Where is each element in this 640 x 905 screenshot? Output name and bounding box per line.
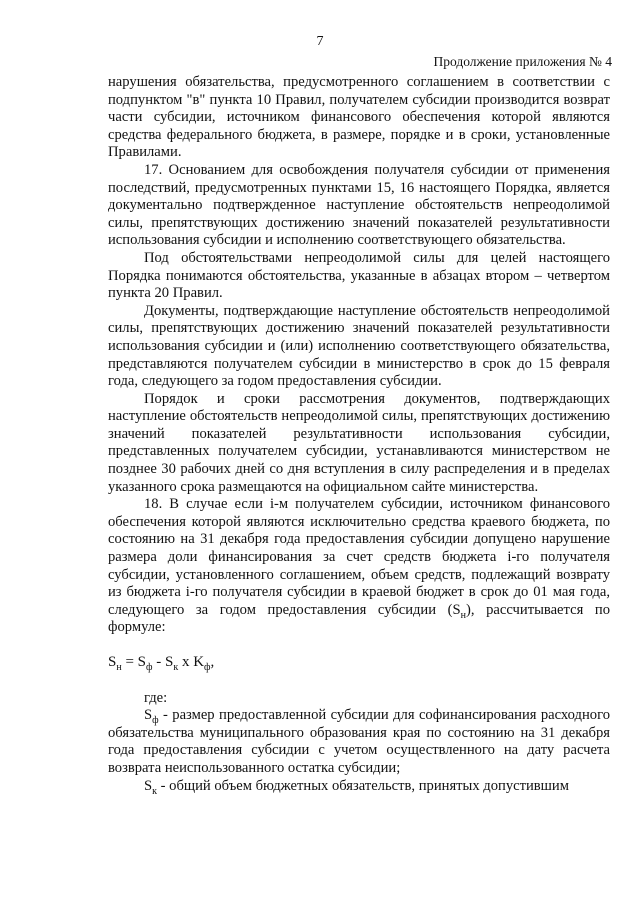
formula-operator: - [152,654,165,670]
document-body [108,74,610,795]
formula [108,654,610,672]
formula-operator: x [178,654,194,670]
formula-subscript: к [173,662,179,673]
paragraph-17: 17. Основанием для освобождения получателя субсидии от применения последствий, предусмотренных пунктами 15, 16 настоящего Порядка, является документально подтвержденное наступление обстоятельств непреодолимой силы, препятствующих достижению значений показателей результативности использования субсидии и исполнению соответствующего обязательства. [108,161,610,249]
formula-symbol: S [165,654,174,670]
paragraph-continuation: нарушения обязательства, предусмотренного соглашением в соответствии с подпунктом "в" пункта 10 Правил, получателем субсидии производится возврат части субсидии, источником финансового обеспечения которой являются средства федерального бюджета, в размере, порядке и в сроки, установленные Правилами. [108,74,610,161]
paragraph-18-text: 18. В случае если i-м получателем субсидии, источником финансового обеспечения которой являются исключительно средства краевого бюджета, по состоянию на 31 декабря года предоставления субсидии допущено нарушение размера доли финансирования за счет средств бюджета i-го получателя субсидии, установленного соглашением, объем средств, подлежащий возврату из бюджета i-го получателя субсидии в краевой бюджет в срок до 01 мая года, следующего за годом предоставления субсидии (S [108,496,610,618]
formula-symbol: S [108,654,117,670]
formula-subscript: ф [146,662,153,673]
formula-symbol: K [193,654,205,670]
definition-text: - размер предоставленной субсидии для софинансирования расходного обязательства муниципального образования края по состоянию на 31 декабря года предоставления субсидии с учетом осуществленного на дату расчета возврата неиспользованного остатка субсидии; [108,707,610,776]
paragraph-18 [108,496,610,637]
definition-sf [108,707,610,777]
formula-subscript: ф [204,662,211,673]
definition-text: - общий объем бюджетных обязательств, принятых допустившим [156,777,569,794]
formula-operator: = [121,654,138,670]
definition-symbol: S [144,707,153,724]
definition-sk [108,778,610,796]
paragraph-documents: Документы, подтверждающие наступление обстоятельств непреодолимой силы, препятствующих достижению значений показателей результативности использования субсидии и (или) исполнению соответствующего обязательства, представляются получателем субсидии в министерство в срок до 15 февраля года, следующего за годом предоставления субсидии. [108,302,610,390]
paragraph-procedure: Порядок и сроки рассмотрения документов, подтверждающих наступление обстоятельств непреодолимой силы, препятствующих достижению значений показателей результативности использования субсидии, представленных получателем субсидии, устанавливаются министерством не позднее 30 рабочих дней со дня вступления в силу распределения и в пределах указанного срока размещаются на официальном сайте министерства. [108,390,610,495]
formula-operator: , [210,654,215,670]
paragraph-18-tail: ), рассчитывается по формуле: [108,601,610,636]
paragraph-force-majeure: Под обстоятельствами непреодолимой силы для целей настоящего Порядка понимаются обстоятельства, указанные в абзацах втором – четвертом пункта 20 Правил. [108,249,610,302]
formula-symbol: S [137,654,147,670]
formula-subscript: н [116,662,122,673]
page-number: 7 [316,34,324,49]
appendix-note: Продолжение приложения № 4 [433,54,612,69]
definition-subscript: к [152,785,157,797]
paragraph-18-subscript: н [460,609,466,621]
definition-subscript: ф [152,715,159,727]
where-label: где: [144,689,168,706]
definition-symbol: S [144,777,153,794]
